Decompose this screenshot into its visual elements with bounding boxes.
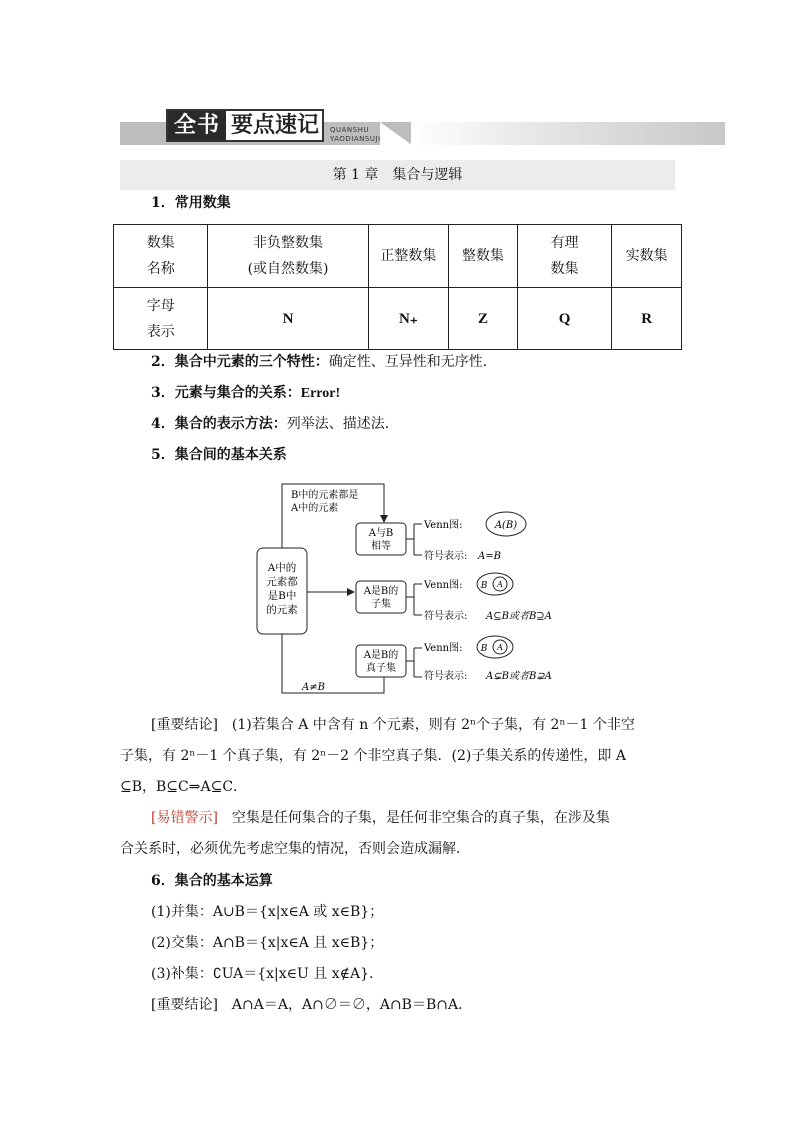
top-label-line-2: A中的元素	[291, 503, 339, 514]
proper-subset-bracket	[406, 648, 422, 677]
table-cell: 整数集	[449, 225, 518, 288]
subset-box-line-1: A是B的	[363, 586, 399, 597]
section-1-title: 1．常用数集	[151, 195, 231, 211]
bottom-label: A≠B	[302, 682, 325, 693]
symbol-proper-subset: A⊊B或者B⊋A	[486, 671, 552, 682]
table-cell: N₊	[368, 288, 449, 350]
conclusion-1-line-3: ⊆B，B⊆C⇒A⊆C．	[120, 779, 248, 795]
symbol-label-3: 符号表示:	[424, 671, 468, 682]
warning-tag: [易错警示]	[151, 810, 218, 826]
logo-pinyin	[330, 126, 381, 144]
proper-subset-box-line-2: 真子集	[366, 663, 396, 674]
item-5: 5．集合间的基本关系	[151, 447, 287, 463]
proper-subset-box-line-1: A是B的	[363, 650, 399, 661]
subset-bracket	[406, 584, 422, 615]
logo-dark-text: 全书	[168, 111, 226, 140]
venn-proper-inner-label: A	[497, 643, 503, 652]
warning-line-2: 合关系时，必须优先考虑空集的情况，否则会造成漏解．	[120, 841, 470, 857]
condition-line-3: 是B中	[267, 590, 297, 602]
item-4: 4．集合的表示方法：列举法、描述法．	[151, 416, 399, 432]
conclusion-2: [重要结论] A∩A＝A，A∩∅＝∅，A∩B＝B∩A．	[151, 997, 473, 1013]
header-banner-slope	[380, 122, 412, 145]
table-cell: 有理 数集	[517, 225, 611, 288]
table-cell: Z	[449, 288, 518, 350]
header-banner-fade	[411, 122, 725, 145]
symbol-equal: A=B	[478, 551, 501, 562]
logo-pinyin-line-1: QUANSHU	[330, 126, 369, 134]
table-cell: 正整数集	[368, 225, 449, 288]
top-label-line-1: B中的元素都是	[291, 490, 359, 501]
table-cell: 实数集	[612, 225, 682, 288]
subset-box-line-2: 子集	[371, 599, 391, 610]
item-2: 2．集合中元素的三个特性：确定性、互异性和无序性．	[151, 354, 497, 370]
complement-definition: (3)补集：∁UA＝{x|x∈U 且 x∉A}．	[151, 966, 383, 982]
section-6-title: 6．集合的基本运算	[151, 873, 273, 889]
logo-light-text: 要点速记	[230, 113, 319, 138]
symbol-label-2: 符号表示:	[424, 611, 468, 622]
venn-label-3: Venn图:	[424, 643, 463, 654]
venn-subset-inner-label: A	[497, 580, 503, 589]
condition-line-1: A中的	[267, 562, 297, 574]
symbol-label-1: 符号表示:	[424, 551, 468, 562]
venn-label-2: Venn图:	[424, 580, 463, 591]
intersection-definition: (2)交集：A∩B＝{x|x∈A 且 x∈B}；	[151, 935, 384, 951]
venn-label-1: Venn图:	[424, 520, 463, 531]
conclusion-2-tag: [重要结论]	[151, 997, 218, 1013]
table-row	[114, 225, 682, 288]
warning-line-1: [易错警示] 空集是任何集合的子集，是任何非空集合的真子集，在涉及集	[151, 810, 610, 826]
set-relation-diagram	[250, 478, 590, 703]
table-row-header: 数集 名称	[114, 225, 208, 288]
equal-bracket	[406, 524, 422, 555]
table-cell: N	[208, 288, 368, 350]
conclusion-tag: [重要结论]	[151, 717, 218, 733]
table-row-header: 字母 表示	[114, 288, 208, 350]
number-set-table	[113, 224, 682, 350]
condition-line-2: 元素都	[266, 576, 298, 588]
equal-box-line-2: 相等	[371, 541, 391, 552]
condition-line-4: 的元素	[266, 604, 298, 616]
venn-equal-label: A(B)	[494, 520, 518, 531]
table-cell: Q	[517, 288, 611, 350]
logo-pinyin-line-2: YAODIANSUJI	[330, 135, 381, 143]
table-cell: 非负整数集 (或自然数集)	[208, 225, 368, 288]
item-3: 3．元素与集合的关系：Error!	[151, 385, 341, 401]
table-cell: R	[612, 288, 682, 350]
venn-proper-outer-label: B	[480, 644, 488, 654]
chapter-title: 第 1 章 集合与逻辑	[332, 167, 463, 183]
venn-subset-outer-label: B	[480, 581, 488, 591]
union-definition: (1)并集：A∪B＝{x|x∈A 或 x∈B}；	[151, 904, 384, 920]
conclusion-1-line-1: [重要结论] (1)若集合 A 中含有 n 个元素，则有 2ⁿ个子集，有 2ⁿ－1 个非空	[151, 717, 635, 733]
table-row	[114, 288, 682, 350]
equal-box-line-1: A与B	[368, 528, 394, 539]
symbol-subset: A⊆B或者B⊇A	[486, 611, 552, 622]
conclusion-1-line-2: 子集，有 2ⁿ－1 个真子集，有 2ⁿ－2 个非空真子集．(2)子集关系的传递性，即 A	[120, 748, 626, 764]
